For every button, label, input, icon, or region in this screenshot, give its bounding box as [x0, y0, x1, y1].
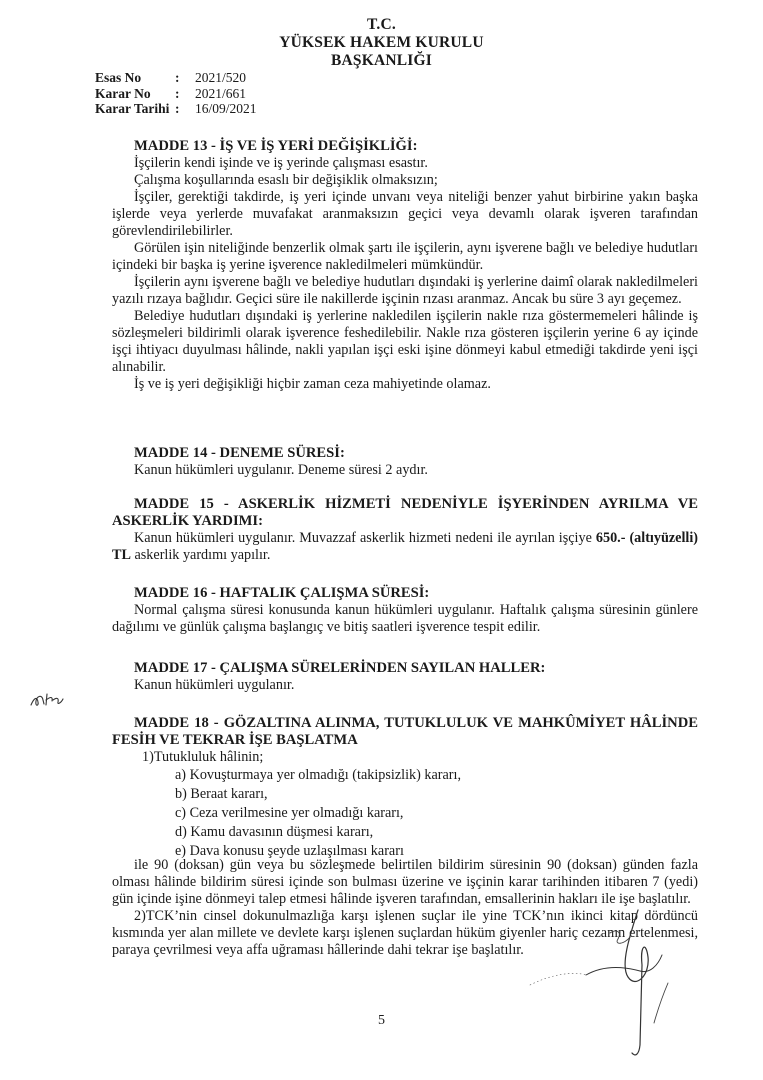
article-14-title: MADDE 14 - DENEME SÜRESİ: [134, 445, 345, 461]
article-15-amount: 650.- (altıyüzelli) TL [112, 530, 698, 563]
article-13-p1: İşçilerin kendi işinde ve iş yerinde çalışması esastır. [134, 155, 428, 171]
case-meta [95, 70, 257, 117]
article-13-p3: İşçiler, gerektiği takdirde, iş yeri içinde unvanı veya niteliği benzer yahut birbirine yakın başka işlerde veya yerlerde muvafakat aranmaksızın geçici veya devamlı olarak işveren tarafından görevlendirilebilirler. [112, 189, 698, 239]
header-institution: YÜKSEK HAKEM KURULU [279, 34, 484, 51]
article-13-p5: İşçilerin aynı işverene bağlı ve belediye hudutları dışındaki iş yerlerine daimî olarak nakledilmeleri yazılı rızaya bağlıdır. Geçici süre ile nakillerde işçinin rızası aranmaz. Ancak bu süre 3 ayı geçemez. [112, 274, 698, 307]
list-item: c) Ceza verilmesine yer olmadığı kararı, [175, 805, 404, 821]
header-presidency: BAŞKANLIĞI [330, 52, 433, 69]
article-15-title: MADDE 15 - ASKERLİK HİZMETİ NEDENİYLE İŞYERİNDEN AYRILMA VE ASKERLİK YARDIMI: [112, 496, 698, 529]
meta-value: 2021/661 [195, 85, 247, 101]
article-18-title: MADDE 18 - GÖZALTINA ALINMA, TUTUKLULUK VE MAHKÛMİYET HÂLİNDE FESİH VE TEKRAR İŞE BAŞLATMA [112, 715, 698, 748]
signature-mark [490, 905, 700, 1065]
meta-value: 2021/520 [195, 70, 247, 85]
article-13-p6: Belediye hudutları dışındaki iş yerlerine nakledilen işçilerin nakle rıza göstermemeleri hâlinde iş sözleşmeleri bildirimli olarak işverence feshedilebilir. Nakle rıza gösteren işçilerin yerine 6 ay içinde işçi ihtiyacı duyulması hâlinde, nakli yapılan işçi eski işine dönmeyi kabul etmediği takdirde yeni işçi alınabilir. [112, 308, 698, 375]
meta-colon: : [175, 101, 180, 116]
meta-label: Esas No [95, 70, 142, 85]
article-18-p2: ile 90 (doksan) gün veya bu sözleşmede belirtilen bildirim süresinin 90 (doksan) günden fazla olması hâlinde bildirim süresi içinde son bulması üzerine ve işçinin karar tarihinden itibaren 7 (yedi) gün içinde işine dönmeyi talep etmesi hâlinde işveren tarafından, emsallerinin hakları ile işe başlatılır. [112, 857, 698, 907]
article-18-heading [112, 715, 698, 766]
article-18-list [175, 766, 461, 861]
list-item: e) Dava konusu şeyde uzlaşılması kararı [175, 843, 404, 859]
list-item: d) Kamu davasının düşmesi kararı, [175, 824, 374, 840]
article-16-p1: Normal çalışma süresi konusunda kanun hükümleri uygulanır. Haftalık çalışma süresinin günlere dağılımı ve günlük çalışma başlangıç ve bitiş saatleri işverence tespit edilir. [112, 602, 698, 635]
article-13-p4: Görülen işin niteliğinde benzerlik olmak şartı ile işçilerin, aynı işverene bağlı ve belediye hudutları içindeki bir başka iş yerine işverence nakledilmeleri mümkündür. [112, 240, 698, 273]
page-number: 5 [378, 1013, 385, 1028]
meta-row-tarih [95, 101, 257, 117]
header-tc: T.C. [367, 16, 396, 33]
article-16 [112, 585, 698, 636]
article-13-title: MADDE 13 - İŞ VE İŞ YERİ DEĞİŞİKLİĞİ: [134, 138, 418, 154]
meta-colon: : [175, 85, 180, 101]
article-14 [112, 445, 698, 479]
article-13-p2: Çalışma koşullarında esaslı bir değişiklik olmaksızın; [134, 172, 438, 188]
meta-value: 16/09/2021 [195, 101, 257, 116]
article-16-title: MADDE 16 - HAFTALIK ÇALIŞMA SÜRESİ: [134, 585, 430, 601]
article-17-title: MADDE 17 - ÇALIŞMA SÜRELERİNDEN SAYILAN HALLER: [134, 660, 546, 676]
meta-colon: : [175, 70, 180, 85]
article-13-p7: İş ve iş yeri değişikliği hiçbir zaman ceza mahiyetinde olamaz. [134, 376, 491, 392]
meta-label: Karar Tarihi [95, 101, 170, 116]
list-item: b) Beraat kararı, [175, 786, 268, 802]
article-18-p3: 2)TCK’nin cinsel dokunulmazlığa karşı işlenen suçlar ile yine TCK’nın ikinci kitap dördüncü kısmında yer alan millete ve devlete karşı işlenen suçlardan hüküm giyenler hariç cezanın ertelenmesi, paraya çevrilmesi veya affa uğraması hâllerinde dahi tekrar işe başlatılır. [112, 908, 698, 958]
article-14-p1: Kanun hükümleri uygulanır. Deneme süresi 2 aydır. [134, 462, 428, 478]
article-15 [112, 496, 698, 564]
meta-label: Karar No [95, 85, 151, 101]
article-18-p1: 1)Tutukluluk hâlinin; [142, 749, 264, 765]
article-15-text-c: askerlik yardımı yapılır. [130, 547, 271, 563]
handwritten-initials-mark [28, 688, 68, 710]
meta-row-esas [95, 70, 257, 86]
article-13 [112, 138, 698, 393]
article-17 [112, 660, 698, 694]
article-17-p1: Kanun hükümleri uygulanır. [134, 677, 295, 693]
meta-row-karar [95, 86, 257, 102]
list-item: a) Kovuşturmaya yer olmadığı (takipsizlik) kararı, [175, 767, 462, 783]
article-15-text-a: Kanun hükümleri uygulanır. Muvazzaf askerlik hizmeti nedeni ile ayrılan işçiye [134, 530, 596, 546]
article-15-p1 [112, 530, 698, 564]
